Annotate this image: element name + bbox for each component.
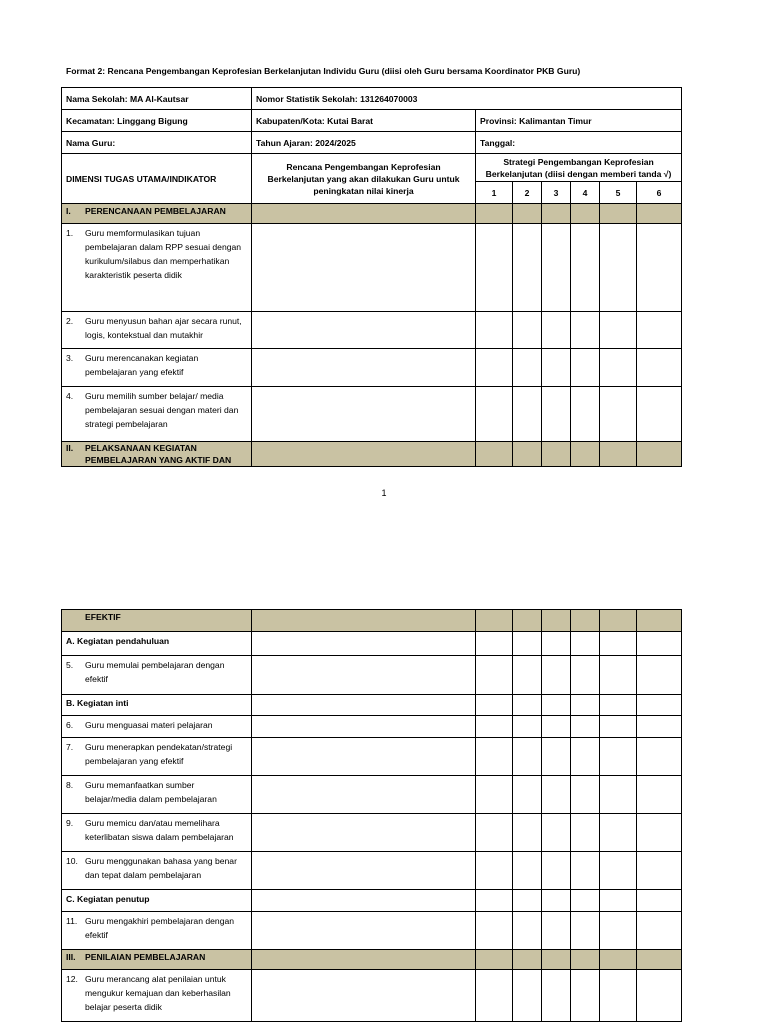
rencana-input-cell[interactable]: [252, 716, 476, 738]
indicator-item: 4. Guru memilih sumber belajar/ media pembelajaran sesuai dengan materi dan strategi pembelajaran: [62, 387, 252, 442]
strategi-col-6: 6: [637, 182, 682, 204]
header-strategi: Strategi Pengembangan Keprofesian Berkelanjutan (diisi dengan memberi tanda √): [476, 154, 682, 182]
indicator-item: 1. Guru memformulasikan tujuan pembelajaran dalam RPP sesuai dengan kurikulum/silabus dan memperhatikan karakteristik peserta didik: [62, 224, 252, 312]
strategi-col-2: 2: [513, 182, 542, 204]
section-heading: III. PENILAIAN PEMBELAJARAN: [62, 950, 252, 970]
tanggal-cell: Tanggal:: [476, 132, 682, 154]
rencana-input-cell[interactable]: [252, 312, 476, 349]
section-heading: EFEKTIF: [62, 610, 252, 632]
kabupaten-cell: Kabupaten/Kota: Kutai Barat: [252, 110, 476, 132]
strategi-col-4: 4: [571, 182, 600, 204]
provinsi-cell: Provinsi: Kalimantan Timur: [476, 110, 682, 132]
indicator-item: 10. Guru menggunakan bahasa yang benar dan tepat dalam pembelajaran: [62, 852, 252, 890]
rencana-input-cell[interactable]: [252, 349, 476, 387]
rencana-input-cell[interactable]: [252, 970, 476, 1022]
indicator-item: 7. Guru menerapkan pendekatan/strategi pembelajaran yang efektif: [62, 738, 252, 776]
strategi-col-5: 5: [600, 182, 637, 204]
nomor-statistik-cell: Nomor Statistik Sekolah: 131264070003: [252, 88, 682, 110]
header-rencana: Rencana Pengembangan Keprofesian Berkelanjutan yang akan dilakukan Guru untuk peningkatan nilai kinerja: [252, 154, 476, 204]
header-dimensi: DIMENSI TUGAS UTAMA/INDIKATOR: [62, 154, 252, 204]
rencana-input-cell[interactable]: [252, 738, 476, 776]
subsection-heading: B. Kegiatan inti: [62, 695, 252, 716]
rencana-input-cell[interactable]: [252, 912, 476, 950]
indicator-item: 6. Guru menguasai materi pelajaran: [62, 716, 252, 738]
rencana-input-cell[interactable]: [252, 814, 476, 852]
tahun-ajaran-cell: Tahun Ajaran: 2024/2025: [252, 132, 476, 154]
subsection-heading: C. Kegiatan penutup: [62, 890, 252, 912]
indicator-item: 12. Guru merancang alat penilaian untuk mengukur kemajuan dan keberhasilan belajar peserta didik: [62, 970, 252, 1022]
section-heading: II. PELAKSANAAN KEGIATAN PEMBELAJARAN YANG AKTIF DAN: [62, 442, 252, 467]
nama-guru-cell: Nama Guru:: [62, 132, 252, 154]
kecamatan-cell: Kecamatan: Linggang Bigung: [62, 110, 252, 132]
rencana-input-cell[interactable]: [252, 387, 476, 442]
strategi-col-1: 1: [476, 182, 513, 204]
indicator-item: 2. Guru menyusun bahan ajar secara runut, logis, kontekstual dan mutakhir: [62, 312, 252, 349]
indicator-item: 8. Guru memanfaatkan sumber belajar/media dalam pembelajaran: [62, 776, 252, 814]
indicator-item: 5. Guru memulai pembelajaran dengan efektif: [62, 656, 252, 695]
rencana-input-cell[interactable]: [252, 776, 476, 814]
nama-sekolah-cell: Nama Sekolah: MA Al-Kautsar: [62, 88, 252, 110]
rencana-input-cell[interactable]: [252, 852, 476, 890]
rencana-input-cell[interactable]: [252, 224, 476, 312]
subsection-heading: A. Kegiatan pendahuluan: [62, 632, 252, 656]
rpkb-table-page-1: [61, 87, 682, 467]
indicator-item: 11. Guru mengakhiri pembelajaran dengan efektif: [62, 912, 252, 950]
document-title: Format 2: Rencana Pengembangan Keprofesian Berkelanjutan Individu Guru (diisi oleh Guru bersama Koordinator PKB Guru): [66, 66, 581, 76]
indicator-item: 3. Guru merencanakan kegiatan pembelajaran yang efektif: [62, 349, 252, 387]
strategi-col-3: 3: [542, 182, 571, 204]
rencana-input-cell[interactable]: [252, 656, 476, 695]
section-heading: I. PERENCANAAN PEMBELAJARAN: [62, 204, 252, 224]
rpkb-table-page-2: [61, 609, 682, 1022]
page-number: 1: [381, 488, 387, 498]
indicator-item: 9. Guru memicu dan/atau memelihara keterlibatan siswa dalam pembelajaran: [62, 814, 252, 852]
